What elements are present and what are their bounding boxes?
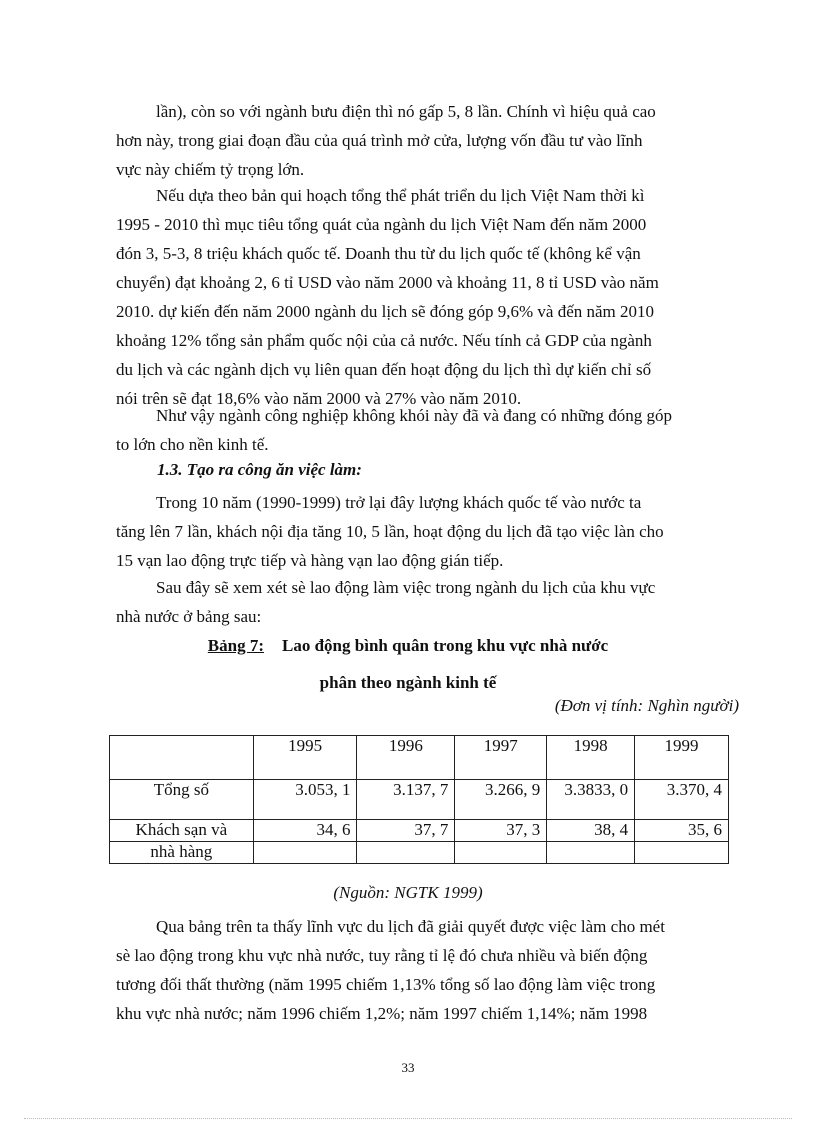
table-cell: 3.266, 9: [455, 780, 547, 820]
page-bottom-rule: [24, 1118, 792, 1119]
table-cell: 37, 7: [357, 820, 455, 842]
table-header-row: [110, 736, 729, 780]
text-line: khoảng 12% tổng sản phẩm quốc nội của cả nước. Nếu tính cả GDP của ngành: [116, 331, 652, 350]
table-cell: 35, 6: [635, 820, 729, 842]
paragraph-6: [116, 912, 739, 1028]
table-cell: 3.3833, 0: [547, 780, 635, 820]
year-header: 1995: [253, 736, 357, 780]
year-header: 1997: [455, 736, 547, 780]
text-line: 15 vạn lao động trực tiếp và hàng vạn lao động gián tiếp.: [116, 551, 504, 570]
year-header: 1998: [547, 736, 635, 780]
text-line: vực này chiếm tỷ trọng lớn.: [116, 160, 305, 179]
paragraph-3: [116, 401, 739, 459]
table-cell: [357, 842, 455, 864]
table-unit: (Đơn vị tính: Nghìn người): [554, 696, 739, 715]
text-line: Nếu dựa theo bản qui hoạch tổng thể phát triển du lịch Việt Nam thời kì: [156, 186, 645, 205]
paragraph-2: [116, 181, 739, 413]
text-line: chuyển) đạt khoảng 2, 6 tỉ USD vào năm 2000 và khoảng 11, 8 tỉ USD vào năm: [116, 273, 659, 292]
page-number: 33: [401, 1060, 415, 1075]
table-row: [110, 780, 729, 820]
text-line: lần), còn so với ngành bưu điện thì nó gấp 5, 8 lần. Chính vì hiệu quả cao: [156, 102, 656, 121]
table-cell: [455, 842, 547, 864]
text-line: đón 3, 5-3, 8 triệu khách quốc tế. Doanh thu từ du lịch quốc tế (không kể vận: [116, 244, 641, 263]
table-cell: [253, 842, 357, 864]
row-label: nhà hàng: [110, 842, 254, 864]
text-line: Trong 10 năm (1990-1999) trở lại đây lượng khách quốc tế vào nước ta: [156, 493, 642, 512]
table-cell: 3.137, 7: [357, 780, 455, 820]
table-cell: 37, 3: [455, 820, 547, 842]
labor-table: [109, 735, 729, 864]
table-title-line-1: [0, 636, 816, 656]
paragraph-4: [116, 488, 739, 575]
table-corner-cell: [110, 736, 254, 780]
table-cell: 34, 6: [253, 820, 357, 842]
row-label: Tổng số: [110, 780, 254, 820]
paragraph-1: [116, 97, 739, 184]
paragraph-5: [116, 573, 739, 631]
text-line: hơn này, trong giai đoạn đầu của quá trình mở cửa, lượng vốn đầu tư vào lĩnh: [116, 131, 643, 150]
table-title-line-2: phân theo ngành kinh tế: [319, 673, 497, 692]
table-label: Bảng 7:: [207, 636, 265, 655]
text-line: tăng lên 7 lần, khách nội địa tăng 10, 5 lần, hoạt động du lịch đã tạo việc làn cho: [116, 522, 664, 541]
table-cell: [547, 842, 635, 864]
table-cell: 38, 4: [547, 820, 635, 842]
text-line: du lịch và các ngành dịch vụ liên quan đến hoạt động du lịch thì dự kiến chỉ số: [116, 360, 652, 379]
table-row: [110, 820, 729, 842]
table-title-text: Lao động bình quân trong khu vực nhà nước: [282, 636, 609, 655]
year-header: 1999: [635, 736, 729, 780]
text-line: Như vậy ngành công nghiệp không khói này đã và đang có những đóng góp: [156, 406, 673, 425]
text-line: nói trên sẽ đạt 18,6% vào năm 2000 và 27% vào năm 2010.: [116, 389, 522, 408]
text-line: tương đối thất thường (năm 1995 chiếm 1,13% tổng số lao động làm việc trong: [116, 975, 656, 994]
table-row: [110, 842, 729, 864]
year-header: 1996: [357, 736, 455, 780]
text-line: 1995 - 2010 thì mục tiêu tổng quát của ngành du lịch Việt Nam đến năm 2000: [116, 215, 647, 234]
table-cell: 3.053, 1: [253, 780, 357, 820]
table-cell: 3.370, 4: [635, 780, 729, 820]
text-line: 2010. dự kiến đến năm 2000 ngành du lịch sẽ đóng góp 9,6% và đến năm 2010: [116, 302, 655, 321]
table-source: (Nguồn: NGTK 1999): [333, 883, 483, 902]
text-line: sè lao động trong khu vực nhà nước, tuy rằng tỉ lệ đó chưa nhiều và biến động: [116, 946, 648, 965]
text-line: nhà nước ở bảng sau:: [116, 607, 262, 626]
text-line: to lớn cho nền kinh tế.: [116, 435, 269, 454]
text-line: khu vực nhà nước; năm 1996 chiếm 1,2%; năm 1997 chiếm 1,14%; năm 1998: [116, 1004, 648, 1023]
row-label: Khách sạn và: [110, 820, 254, 842]
text-line: Sau đây sẽ xem xét sè lao động làm việc trong ngành du lịch của khu vực: [156, 578, 656, 597]
table-cell: [635, 842, 729, 864]
text-line: Qua bảng trên ta thấy lĩnh vực du lịch đã giải quyết được việc làm cho mét: [156, 917, 665, 936]
section-heading: 1.3. Tạo ra công ăn việc làm:: [157, 460, 362, 479]
